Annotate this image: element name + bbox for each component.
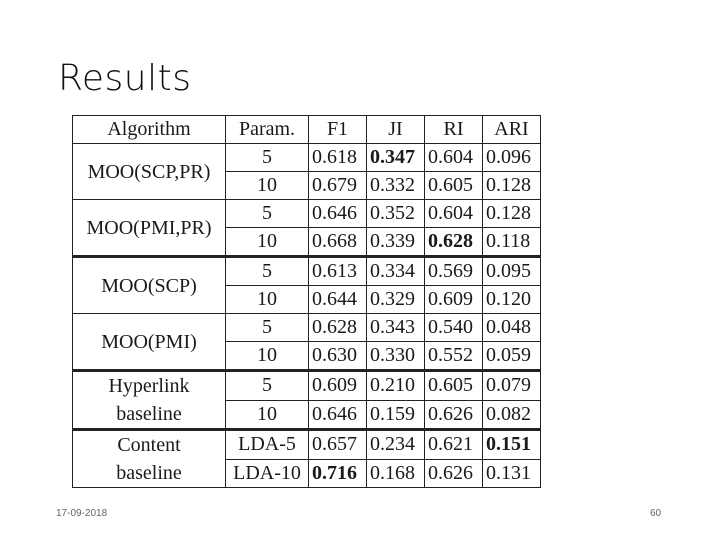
ji-cell: 0.168 (367, 459, 425, 488)
ji-cell: 0.332 (367, 172, 425, 200)
algorithm-cell (73, 430, 226, 488)
slide-title: Results (58, 58, 192, 99)
algorithm-line2: baseline (116, 403, 182, 425)
ji-cell: 0.329 (367, 286, 425, 314)
ari-cell: 0.128 (483, 172, 541, 200)
ari-cell: 0.096 (483, 144, 541, 172)
ji-cell: 0.234 (367, 430, 425, 460)
ari-cell: 0.151 (483, 430, 541, 460)
ari-cell: 0.128 (483, 200, 541, 228)
ari-cell: 0.059 (483, 342, 541, 371)
param-cell: 5 (226, 200, 309, 228)
footer-date: 17-09-2018 (56, 508, 108, 519)
table-header-row (73, 116, 541, 144)
header-ari: ARI (483, 116, 541, 144)
ari-cell: 0.082 (483, 400, 541, 430)
param-cell: 10 (226, 400, 309, 430)
ri-cell: 0.569 (425, 257, 483, 286)
ari-cell: 0.131 (483, 459, 541, 488)
ji-cell: 0.159 (367, 400, 425, 430)
param-cell: 5 (226, 371, 309, 401)
footer-page-number: 60 (650, 508, 662, 519)
table-row (73, 371, 541, 401)
algorithm-cell (73, 371, 226, 430)
f1-cell: 0.609 (309, 371, 367, 401)
ari-cell: 0.120 (483, 286, 541, 314)
table-row (73, 257, 541, 286)
header-ri: RI (425, 116, 483, 144)
ari-cell: 0.048 (483, 314, 541, 342)
results-table (72, 115, 541, 488)
f1-cell: 0.628 (309, 314, 367, 342)
table-row (73, 314, 541, 342)
param-cell: 5 (226, 314, 309, 342)
algorithm-cell: MOO(PMI,PR) (73, 200, 226, 257)
ji-cell: 0.339 (367, 228, 425, 257)
ri-cell: 0.626 (425, 400, 483, 430)
algorithm-line1: Content (117, 434, 181, 456)
ri-cell: 0.605 (425, 371, 483, 401)
param-cell: 10 (226, 342, 309, 371)
algorithm-cell: MOO(SCP) (73, 257, 226, 314)
ri-cell: 0.605 (425, 172, 483, 200)
ri-cell: 0.604 (425, 200, 483, 228)
header-algorithm: Algorithm (73, 116, 226, 144)
table-row (73, 200, 541, 228)
ari-cell: 0.079 (483, 371, 541, 401)
ari-cell: 0.095 (483, 257, 541, 286)
header-ji: JI (367, 116, 425, 144)
ri-cell: 0.628 (425, 228, 483, 257)
f1-cell: 0.668 (309, 228, 367, 257)
ri-cell: 0.609 (425, 286, 483, 314)
f1-cell: 0.657 (309, 430, 367, 460)
ji-cell: 0.210 (367, 371, 425, 401)
algorithm-line1: Hyperlink (108, 375, 190, 397)
algorithm-cell: MOO(PMI) (73, 314, 226, 371)
f1-cell: 0.644 (309, 286, 367, 314)
param-cell: 5 (226, 257, 309, 286)
ri-cell: 0.626 (425, 459, 483, 488)
ji-cell: 0.334 (367, 257, 425, 286)
ji-cell: 0.352 (367, 200, 425, 228)
param-cell: 10 (226, 228, 309, 257)
f1-cell: 0.646 (309, 200, 367, 228)
algorithm-line2: baseline (116, 462, 182, 484)
ri-cell: 0.540 (425, 314, 483, 342)
ari-cell: 0.118 (483, 228, 541, 257)
param-cell: 10 (226, 172, 309, 200)
table-row (73, 430, 541, 460)
table-row (73, 144, 541, 172)
algorithm-cell: MOO(SCP,PR) (73, 144, 226, 200)
ji-cell: 0.347 (367, 144, 425, 172)
param-cell: LDA-5 (226, 430, 309, 460)
ji-cell: 0.343 (367, 314, 425, 342)
param-cell: 10 (226, 286, 309, 314)
f1-cell: 0.618 (309, 144, 367, 172)
header-f1: F1 (309, 116, 367, 144)
param-cell: LDA-10 (226, 459, 309, 488)
f1-cell: 0.716 (309, 459, 367, 488)
param-cell: 5 (226, 144, 309, 172)
f1-cell: 0.630 (309, 342, 367, 371)
ji-cell: 0.330 (367, 342, 425, 371)
ri-cell: 0.604 (425, 144, 483, 172)
ri-cell: 0.621 (425, 430, 483, 460)
f1-cell: 0.646 (309, 400, 367, 430)
header-param: Param. (226, 116, 309, 144)
f1-cell: 0.613 (309, 257, 367, 286)
results-table-container (72, 115, 541, 488)
ri-cell: 0.552 (425, 342, 483, 371)
f1-cell: 0.679 (309, 172, 367, 200)
